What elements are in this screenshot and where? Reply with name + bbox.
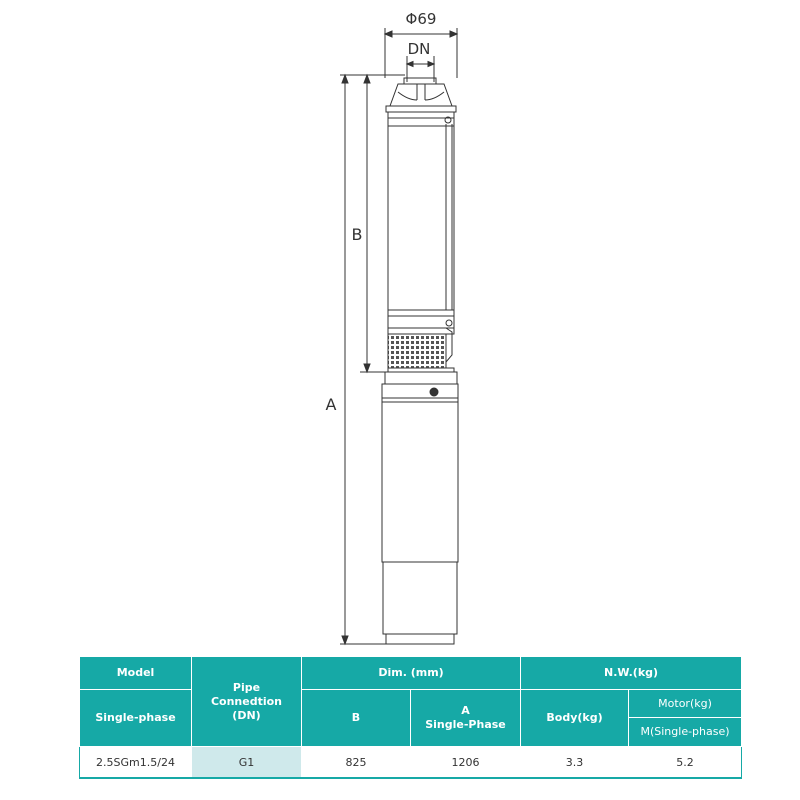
discharge-neck [398,92,444,100]
upper-collar-band [388,112,454,118]
discharge-outlet [404,78,436,84]
cell-motor: 5.2 [629,747,742,779]
header-single-phase: Single-phase [80,690,192,747]
phi-arrow-left [385,31,392,37]
b-arrow-top [364,75,370,83]
cell-a: 1206 [411,747,521,779]
pump-body [388,126,454,310]
discharge-head [390,84,452,106]
table-row [80,747,742,779]
motor-coupling [385,372,457,384]
intake-screen [388,334,446,368]
motor-base [383,562,457,634]
motor-coupling-lower [382,384,458,398]
coupling-screw-icon [430,388,438,396]
phi-label: Φ69 [405,10,437,28]
upper-collar [386,106,456,112]
cell-b: 825 [302,747,411,779]
header-dim: Dim. (mm) [302,657,521,690]
spec-table [79,656,742,779]
header-pipe [192,657,302,747]
header-pipe-text: Pipe Connedtion (DN) [210,680,283,722]
header-nw: N.W.(kg) [521,657,742,690]
a-arrow-top [342,75,348,83]
header-motor-top: Motor(kg) [629,690,741,718]
cable-guard-foot [446,328,452,362]
phi-arrow-right [450,31,457,37]
motor-foot [386,634,454,644]
dim-b-label: B [351,225,363,244]
upper-collar-band [388,118,454,126]
header-motor-bottom: M(Single-phase) [640,725,730,738]
motor-body [382,402,458,562]
header-dim-b: B [302,690,411,747]
header-motor [629,690,742,747]
dn-arrow-left [407,62,413,67]
intake-rim [388,368,454,372]
lower-collar [388,310,454,316]
header-dim-a [411,690,521,747]
cell-pipe: G1 [192,747,302,779]
motor-top-ring [382,398,458,402]
header-model: Model [80,657,192,690]
lower-collar-band [388,316,454,328]
header-dim-a-text: A Single-Phase [425,704,506,731]
b-arrow-bottom [364,364,370,372]
dim-a-label: A [325,395,337,414]
cell-model: 2.5SGm1.5/24 [80,747,192,779]
cell-body: 3.3 [521,747,629,779]
a-arrow-bottom [342,636,348,644]
dn-label: DN [407,40,431,58]
lower-collar-band [388,328,454,334]
header-body: Body(kg) [521,690,629,747]
dn-arrow-right [428,62,434,67]
lower-screw-icon [446,320,452,326]
